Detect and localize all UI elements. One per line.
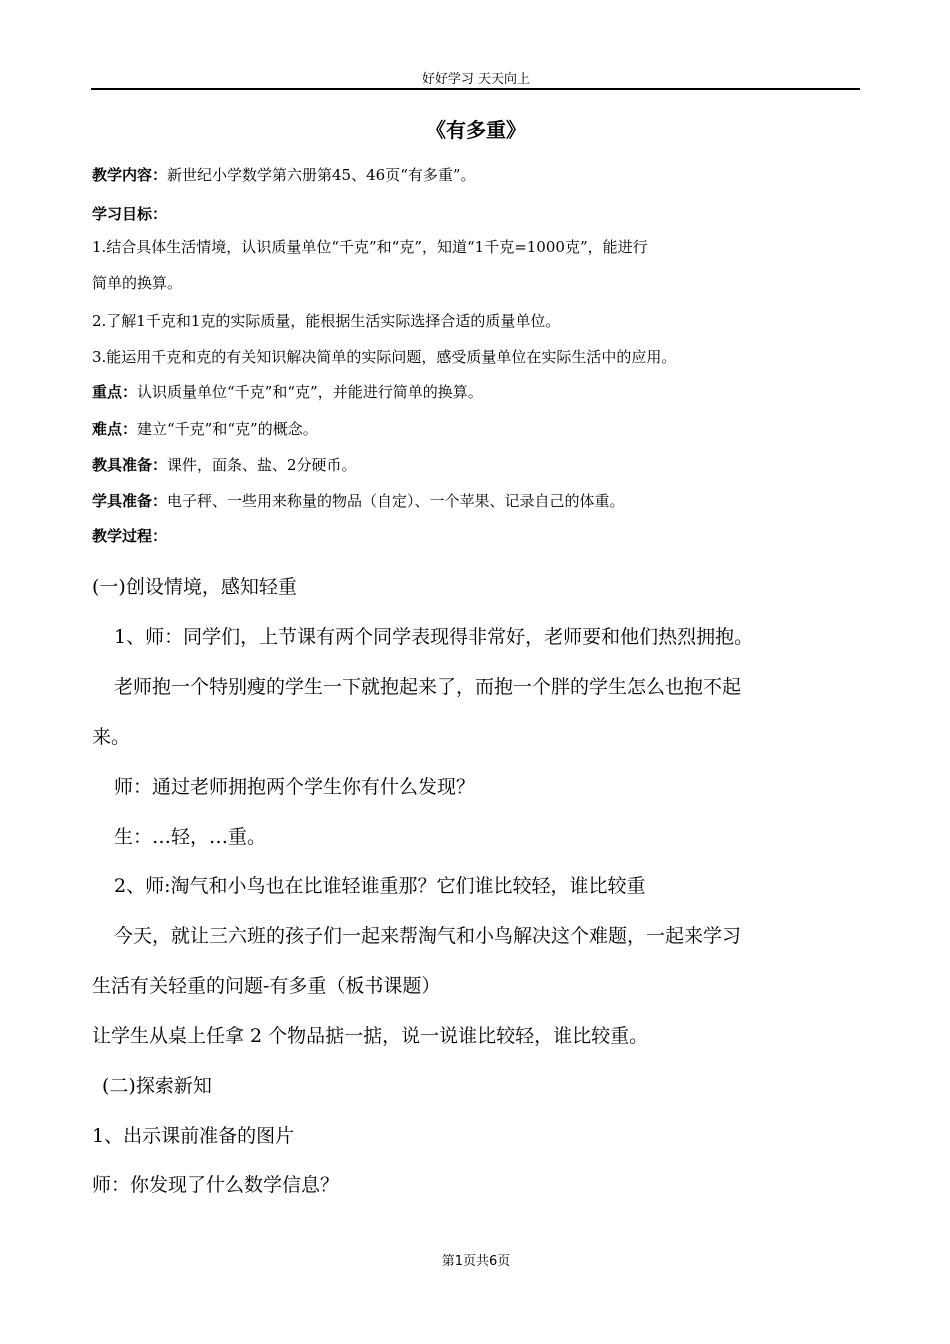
teacher-materials: [92, 454, 357, 475]
paragraph-2-line-2: 来。: [92, 726, 131, 748]
objectives-label: 学习目标：: [92, 205, 168, 223]
teacher-materials-label: 教具准备：: [92, 456, 168, 474]
paragraph-6-line-1: 今天，就让三六班的孩子们一起来帮淘气和小鸟解决这个难题，一起来学习: [114, 925, 742, 947]
section-2-heading: (二)探索新知: [102, 1075, 212, 1097]
teacher-materials-text: 课件，面条、盐、2分硬币。: [167, 456, 357, 474]
difficult-point-label: 难点：: [92, 420, 138, 438]
paragraph-2-line-1: 老师抱一个特别瘦的学生一下就抱起来了，而抱一个胖的学生怎么也抱不起: [114, 676, 742, 698]
paragraph-4: 生：…轻，…重。: [114, 826, 267, 848]
paragraph-3: 师：通过老师拥抱两个学生你有什么发现？: [114, 776, 476, 798]
section-1-heading: (一)创设情境，感知轻重: [92, 576, 297, 598]
teaching-content-label: 教学内容：: [92, 166, 168, 184]
teaching-content-text: 新世纪小学数学第六册第45、46页“有多重”。: [167, 166, 476, 184]
paragraph-9: 师：你发现了什么数学信息？: [92, 1174, 340, 1196]
document-title: 《有多重》: [426, 118, 526, 142]
process-label: 教学过程：: [92, 527, 168, 545]
key-point-text: 认识质量单位“千克”和“克”，并能进行简单的换算。: [137, 383, 483, 401]
page-header: 好好学习 天天向上: [421, 72, 531, 87]
paragraph-6-line-2: 生活有关轻重的问题-有多重（板书课题）: [92, 975, 441, 997]
page-footer: 第1页共6页: [441, 1254, 511, 1269]
paragraph-1: 1、师：同学们，上节课有两个同学表现得非常好，老师要和他们热烈拥抱。: [114, 626, 754, 648]
student-materials: [92, 490, 625, 511]
paragraph-8: 1、出示课前准备的图片: [92, 1125, 295, 1147]
objective-2: 2.了解1千克和1克的实际质量，能根据生活实际选择合适的质量单位。: [92, 312, 561, 330]
key-point-label: 重点：: [92, 383, 138, 401]
objective-3: 3.能运用千克和克的有关知识解决简单的实际问题，感受质量单位在实际生活中的应用。: [92, 348, 677, 366]
difficult-point: [92, 418, 318, 439]
student-materials-label: 学具准备：: [92, 492, 168, 510]
objective-1-line-2: 简单的换算。: [92, 274, 183, 292]
difficult-point-text: 建立“千克”和“克”的概念。: [137, 420, 318, 438]
paragraph-5: 2、师:淘气和小鸟也在比谁轻谁重那？它们谁比较轻，谁比较重: [114, 875, 646, 897]
key-point: [92, 381, 483, 402]
paragraph-7: 让学生从桌上任拿 2 个物品掂一掂，说一说谁比较轻，谁比较重。: [92, 1025, 649, 1047]
student-materials-text: 电子秤、一些用来称量的物品（自定）、一个苹果、记录自己的体重。: [167, 492, 625, 510]
objective-1-line-1: 1.结合具体生活情境，认识质量单位“千克”和“克”，知道“1千克=1000克”，能进行: [92, 238, 648, 256]
teaching-content: [92, 164, 476, 185]
header-rule: [91, 88, 860, 90]
